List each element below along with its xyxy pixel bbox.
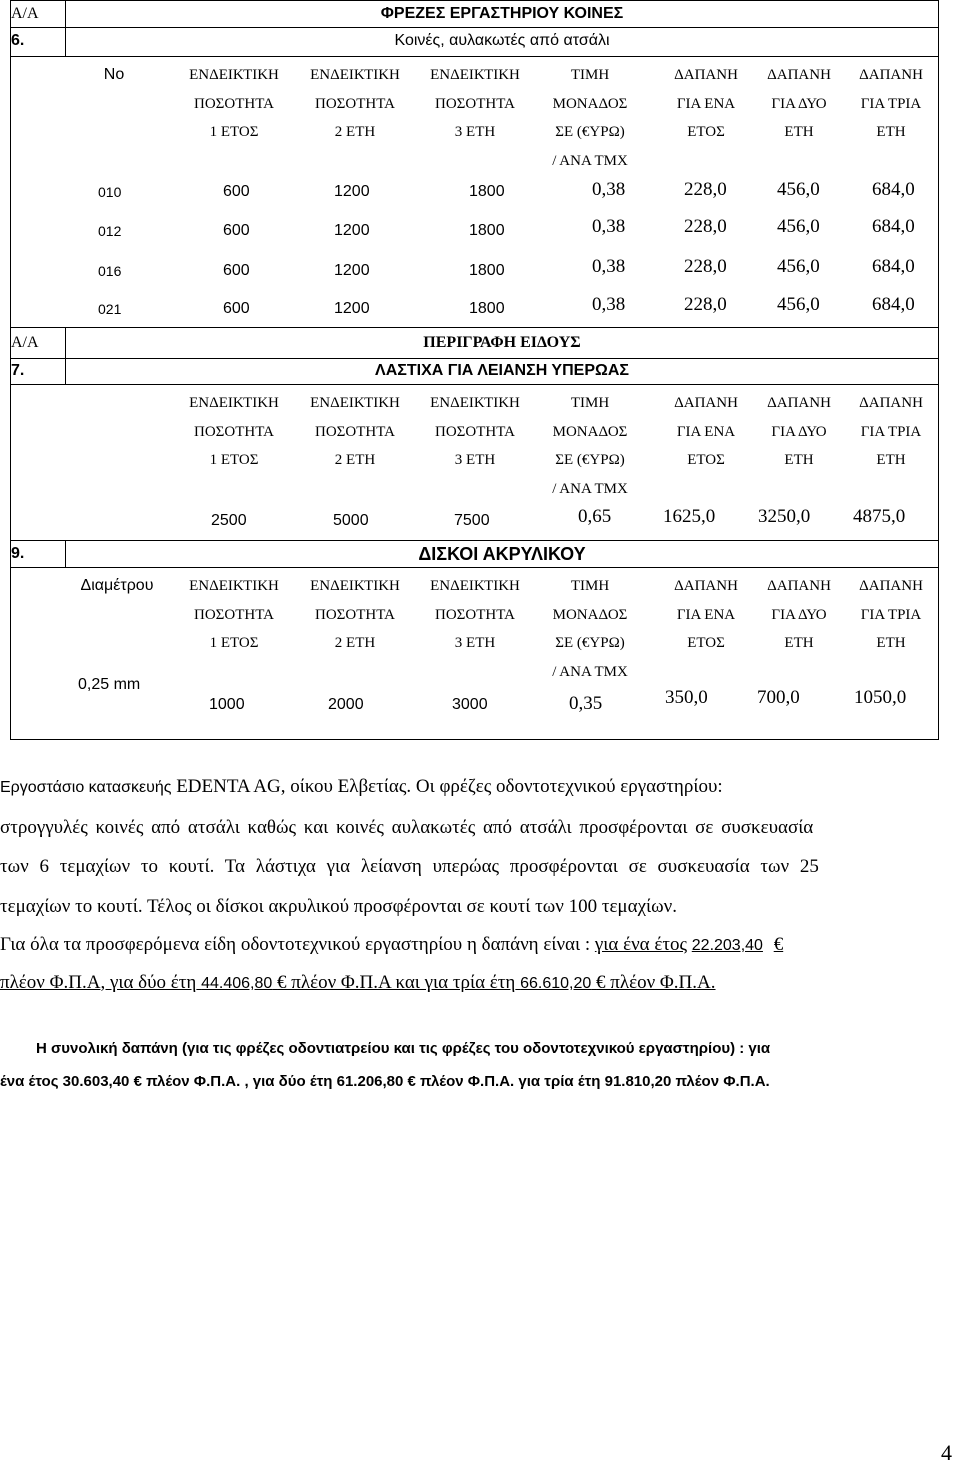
q3-header: ΕΝΔΕΙΚΤΙΚΗ ΠΟΣΟΤΗΤΑ 3 ΕΤΗ <box>430 67 520 140</box>
section7-body <box>11 385 939 541</box>
section9-header <box>11 568 938 680</box>
section6-number: 6. <box>11 28 66 57</box>
section6-body <box>11 57 939 328</box>
q3-header: ΕΝΔΕΙΚΤΙΚΗ ΠΟΣΟΤΗΤΑ 3 ΕΤΗ <box>430 395 520 468</box>
section7-number: 7. <box>11 359 66 385</box>
cost1-header: ΔΑΠΑΝΗ ΓΙΑ ΕΝΑ ΕΤΟΣ <box>674 578 738 651</box>
section6-subtitle: Κοινές, αυλακωτές από ατσάλι <box>66 28 939 57</box>
cost2-header: ΔΑΠΑΝΗ ΓΙΑ ΔΥΟ ΕΤΗ <box>767 578 831 651</box>
price-header: ΤΙΜΗ ΜΟΝΑΔΟΣ ΣΕ (€ΥΡΩ) / ΑΝΑ ΤΜΧ <box>552 578 628 680</box>
cost3-header: ΔΑΠΑΝΗ ΓΙΑ ΤΡΙΑ ΕΤΗ <box>859 578 923 651</box>
cost3-header: ΔΑΠΑΝΗ ΓΙΑ ΤΡΙΑ ΕΤΗ <box>859 395 923 468</box>
section9-body <box>11 568 939 740</box>
table-row: 016 600 1200 1800 0,38 228,0 456,0 684,0 <box>98 256 915 279</box>
q3-header: ΕΝΔΕΙΚΤΙΚΗ ΠΟΣΟΤΗΤΑ 3 ΕΤΗ <box>430 578 520 651</box>
section7-header <box>11 385 938 503</box>
aa-label-6: Α/Α <box>11 1 66 28</box>
section7-subtitle: ΛΑΣΤΙΧΑ ΓΙΑ ΛΕΙΑΝΣΗ ΥΠΕΡΩΑΣ <box>66 359 939 385</box>
table-row: 0,25 mm 1000 2000 3000 0,35 350,0 700,0 1050,0 <box>78 676 907 714</box>
cost1-header: ΔΑΠΑΝΗ ΓΙΑ ΕΝΑ ΕΤΟΣ <box>674 67 738 140</box>
p1-line-3: των 6 τεμαχίων το κουτί. Τα λάστιχα για λείανση υπερώας προσφέρονται σε συσκευασία των 25 <box>0 856 819 877</box>
p2-line-1: Για όλα τα προσφερόμενα είδη οδοντοτεχνικού εργαστηρίου η δαπάνη είναι : για ένα έτος 22.203,40 € <box>0 934 784 955</box>
table-row: 010 600 1200 1800 0,38 228,0 456,0 684,0 <box>98 179 915 200</box>
cost3-header: ΔΑΠΑΝΗ ΓΙΑ ΤΡΙΑ ΕΤΗ <box>859 67 923 140</box>
q1-header: ΕΝΔΕΙΚΤΙΚΗ ΠΟΣΟΤΗΤΑ 1 ΕΤΟΣ <box>189 578 279 651</box>
section7-title: ΠΕΡΙΓΡΑΦΗ ΕΙΔΟΥΣ <box>66 328 939 359</box>
price-header: ΤΙΜΗ ΜΟΝΑΔΟΣ ΣΕ (€ΥΡΩ) / ΑΝΑ ΤΜΧ <box>552 67 628 169</box>
cost2-header: ΔΑΠΑΝΗ ΓΙΑ ΔΥΟ ΕΤΗ <box>767 395 831 468</box>
total-line-1: Η συνολική δαπάνη (για τις φρέζες οδοντιατρείου και τις φρέζες του οδοντοτεχνικού εργαστηρίου) : για <box>36 1040 771 1057</box>
table-row: 012 600 1200 1800 0,38 228,0 456,0 684,0 <box>98 216 915 239</box>
section9-subtitle: ΔΙΣΚΟΙ ΑΚΡΥΛΙΚΟΥ <box>66 541 939 568</box>
section9-number: 9. <box>11 541 66 568</box>
price-header: ΤΙΜΗ ΜΟΝΑΔΟΣ ΣΕ (€ΥΡΩ) / ΑΝΑ ΤΜΧ <box>552 395 628 497</box>
diameter-header: Διαμέτρου <box>80 577 154 594</box>
section6-header <box>11 57 938 175</box>
table-row: 021 600 1200 1800 0,38 228,0 456,0 684,0 <box>98 294 915 317</box>
cost2-header: ΔΑΠΑΝΗ ΓΙΑ ΔΥΟ ΕΤΗ <box>767 67 831 140</box>
q1-header: ΕΝΔΕΙΚΤΙΚΗ ΠΟΣΟΤΗΤΑ 1 ΕΤΟΣ <box>189 395 279 468</box>
p2-line-2: πλέον Φ.Π.Α, για δύο έτη 44.406,80 € πλέον Φ.Π.Α και για τρία έτη 66.610,20 € πλέον Φ.Π.Α. <box>0 972 716 993</box>
q1-header: ΕΝΔΕΙΚΤΙΚΗ ΠΟΣΟΤΗΤΑ 1 ΕΤΟΣ <box>189 67 279 140</box>
aa-label-7: Α/Α <box>11 328 66 359</box>
p1-line-1: Εργοστάσιο κατασκευής EDENTA AG, οίκου Ελβετίας. Οι φρέζες οδοντοτεχνικού εργαστηρίου: <box>0 776 723 797</box>
total-line-2: ένα έτος 30.603,40 € πλέον Φ.Π.Α. , για δύο έτη 61.206,80 € πλέον Φ.Π.Α. για τρία έτη 91.810,20 πλέον Φ.Π.Α. <box>0 1073 770 1090</box>
q2-header: ΕΝΔΕΙΚΤΙΚΗ ΠΟΣΟΤΗΤΑ 2 ΕΤΗ <box>310 578 400 651</box>
q2-header: ΕΝΔΕΙΚΤΙΚΗ ΠΟΣΟΤΗΤΑ 2 ΕΤΗ <box>310 67 400 140</box>
page-number: 4 <box>941 1440 952 1465</box>
table-row: 2500 5000 7500 0,65 1625,0 3250,0 4875,0 <box>211 506 906 529</box>
q2-header: ΕΝΔΕΙΚΤΙΚΗ ΠΟΣΟΤΗΤΑ 2 ΕΤΗ <box>310 395 400 468</box>
p1-line-2: στρογγυλές κοινές από ατσάλι καθώς και κοινές αυλακωτές από ατσάλι προσφέρονται σε συσκευασία <box>0 817 814 838</box>
price-table <box>10 0 939 740</box>
no-col-header: No <box>103 66 125 83</box>
section6-title: ΦΡΕΖΕΣ ΕΡΓΑΣΤΗΡΙΟΥ ΚΟΙΝΕΣ <box>66 1 939 28</box>
cost1-header: ΔΑΠΑΝΗ ΓΙΑ ΕΝΑ ΕΤΟΣ <box>674 395 738 468</box>
p1-line-4: τεμαχίων το κουτί. Τέλος οι δίσκοι ακρυλικού προσφέρονται σε κουτί των 100 τεμαχίων. <box>0 896 677 917</box>
